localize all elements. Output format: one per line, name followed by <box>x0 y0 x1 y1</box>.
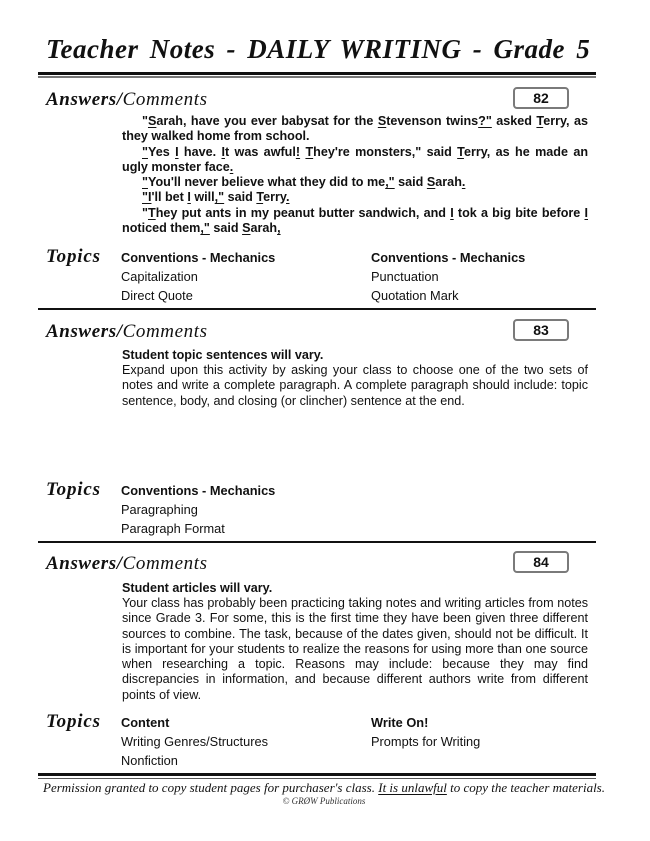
page-number-badge: 83 <box>513 319 569 341</box>
unlawful-notice: It is unlawful <box>378 780 447 795</box>
topic-item: Paragraphing <box>121 502 198 517</box>
correction-mark: ," <box>385 175 395 190</box>
dialogue-text: erry <box>263 190 286 205</box>
correction-mark: ," <box>200 221 210 236</box>
topic-column <box>121 715 268 772</box>
dialogue-paragraph <box>122 190 588 205</box>
correction-mark: ?" <box>478 114 492 128</box>
correction-mark: T <box>457 144 464 159</box>
dialogue-text: " <box>142 114 148 128</box>
dialogue-text: 'll bet <box>151 190 188 205</box>
dialogue-text: tevenson twins <box>386 114 479 128</box>
correction-mark: I <box>175 144 179 159</box>
dialogue-text: noticed them <box>122 221 201 236</box>
correction-mark: S <box>147 114 157 128</box>
topic-column <box>371 250 525 307</box>
dialogue-text: asked <box>491 114 537 128</box>
correction-mark: T <box>536 114 544 128</box>
dialogue-text: " <box>142 205 148 220</box>
topics-label: Topics <box>46 246 101 267</box>
page-number-badge: 84 <box>513 551 569 573</box>
footer-rule-secondary <box>38 778 596 779</box>
correction-mark: "I <box>142 190 152 205</box>
corrected-dialogue <box>122 114 588 236</box>
correction-mark: S <box>242 221 251 236</box>
topic-category: Conventions - Mechanics <box>121 250 276 265</box>
correction-mark: T <box>256 190 264 205</box>
correction-mark: S <box>426 175 436 190</box>
topic-item: Paragraph Format <box>121 521 225 536</box>
correction-mark: ! <box>295 144 301 159</box>
correction-mark: . <box>461 175 466 190</box>
correction-mark: T <box>147 205 156 220</box>
correction-mark: I <box>584 205 588 220</box>
page-number-badge: 82 <box>513 87 569 109</box>
dialogue-paragraph <box>122 175 588 190</box>
topic-item: Direct Quote <box>121 288 193 303</box>
dialogue-paragraph <box>122 114 588 145</box>
header-rule-secondary <box>38 76 596 78</box>
dialogue-paragraph <box>122 145 588 176</box>
topic-item: Capitalization <box>121 269 198 284</box>
section-divider <box>38 541 596 543</box>
correction-mark: T <box>305 144 314 159</box>
topic-category: Conventions - Mechanics <box>371 250 526 265</box>
dialogue-text: will <box>190 190 215 205</box>
correction-mark: . <box>286 190 290 205</box>
correction-mark: ," <box>214 190 225 205</box>
answer-body: Expand upon this activity by asking your class to choose one of the two sets of notes and write a complete paragraph. A complete paragraph should include: topic sentence, body, and closing (or clincher) sentence at the end. <box>122 363 588 408</box>
dialogue-text: Yes <box>147 144 176 159</box>
topic-item: Prompts for Writing <box>371 734 481 749</box>
correction-mark: " <box>142 144 148 159</box>
topic-item: Writing Genres/Structures <box>121 734 268 749</box>
dialogue-text: arah <box>250 221 278 236</box>
topics-label: Topics <box>46 711 101 732</box>
footer-rule <box>38 773 596 776</box>
answers-comments-heading: Answers/Comments <box>46 553 208 574</box>
dialogue-text: t was awful <box>224 144 296 159</box>
topic-column <box>371 715 480 753</box>
topic-category: Write On! <box>371 715 429 730</box>
topic-column <box>121 250 275 307</box>
dialogue-text: You'll never believe what they did to me <box>147 175 386 190</box>
topic-column <box>121 483 275 540</box>
topic-category: Conventions - Mechanics <box>121 483 276 498</box>
page-title: Teacher Notes - DAILY WRITING - Grade 5 <box>46 34 591 64</box>
topic-item: Punctuation <box>371 269 439 284</box>
topic-category: Content <box>121 715 170 730</box>
dialogue-text: have. <box>178 144 222 159</box>
correction-mark: . <box>229 159 234 174</box>
dialogue-text: erry, as he made an ugly monster face <box>122 144 589 174</box>
dialogue-text: tok a big bite before <box>453 205 585 220</box>
correction-mark: I <box>187 190 191 205</box>
topic-item: Quotation Mark <box>371 288 459 303</box>
dialogue-paragraph <box>122 206 588 237</box>
copyright-notice: © GRØW Publications <box>282 796 366 806</box>
answer-lead: Student topic sentences will vary. <box>122 348 324 362</box>
answers-comments-heading: Answers/Comments <box>46 321 208 342</box>
dialogue-text: erry, as they walked home from school. <box>122 114 589 144</box>
correction-mark: , <box>277 221 281 236</box>
answers-comments-heading: Answers/Comments <box>46 89 208 110</box>
topics-label: Topics <box>46 479 101 500</box>
dialogue-text: hey put ants in my peanut butter sandwich, and <box>155 205 451 220</box>
dialogue-text: arah <box>435 175 462 190</box>
dialogue-text: arah, have you ever babysat for the <box>156 114 378 128</box>
section-divider <box>38 308 596 310</box>
correction-mark: " <box>142 175 148 190</box>
header-rule <box>38 72 596 75</box>
answer-lead: Student articles will vary. <box>122 581 273 595</box>
correction-mark: I <box>450 205 454 220</box>
correction-mark: I <box>221 144 225 159</box>
correction-mark: S <box>377 114 387 128</box>
dialogue-text: said <box>394 175 427 190</box>
topic-item: Nonfiction <box>121 753 178 768</box>
permission-notice: Permission granted to copy student pages for purchaser's class. It is unlawful to copy the teacher materials. <box>43 780 605 795</box>
dialogue-text: said <box>224 190 257 205</box>
dialogue-text: said <box>209 221 243 236</box>
dialogue-text: hey're monsters," said <box>313 144 458 159</box>
answer-body: Your class has probably been practicing taking notes and writing articles from notes since Grade 3. For some, this is the first time they have been given three different sources to combine. The task, because of the dates given, should not be difficult. It is important for your students to realize the reasons for using more than one source when researching a topic. Reasons may include: because they may find discrepancies in information, and because different authors write from different points of view. <box>122 596 588 702</box>
